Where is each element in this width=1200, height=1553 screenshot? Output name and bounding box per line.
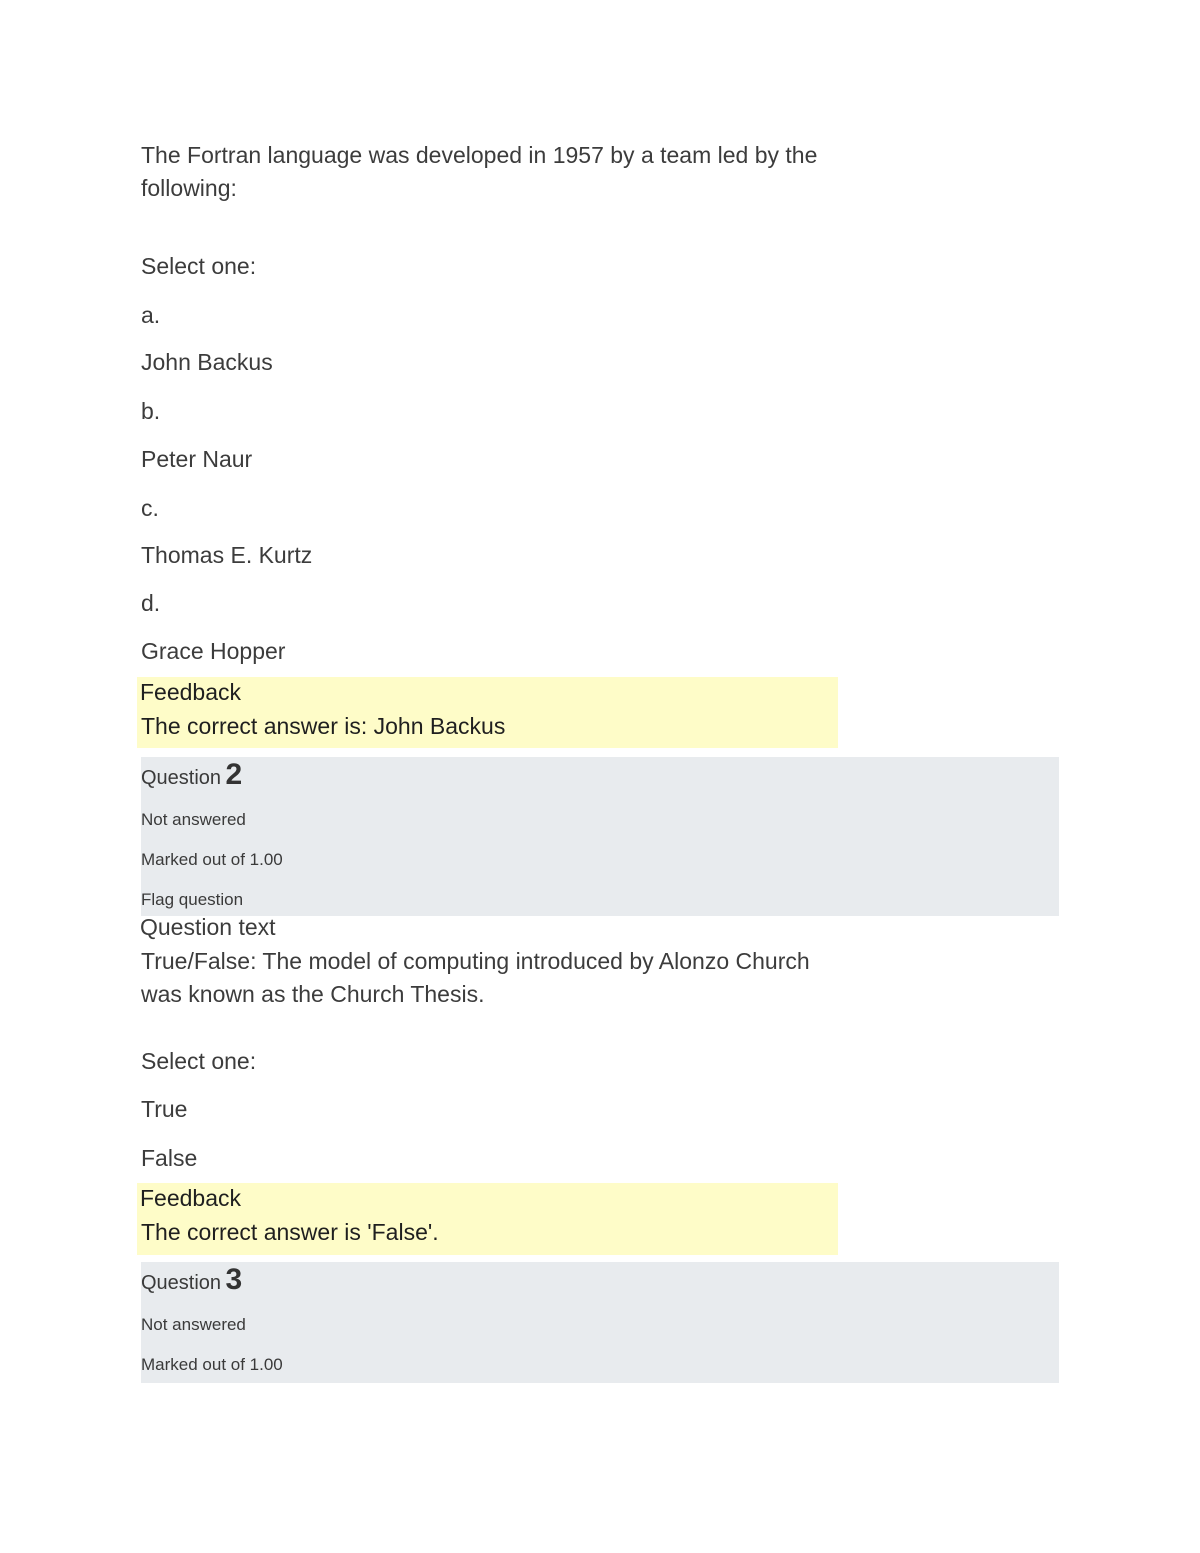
question-2-text: True/False: The model of computing introduced by Alonzo Church was known as the Church Thesis. [141,948,810,1007]
question-2-heading [141,758,242,792]
question-label: Question [141,1272,222,1294]
flag-question-link[interactable]: Flag question [141,890,244,909]
option-false[interactable]: False [141,1145,198,1171]
option-d-text[interactable]: Grace Hopper [141,638,286,664]
question-2-status: Not answered [141,810,246,829]
question-1-text: The Fortran language was developed in 1957 by a team led by the following: [141,142,818,201]
question-number: 2 [225,758,243,791]
question-text-label: Question text [140,914,276,940]
question-3-marks: Marked out of 1.00 [141,1355,283,1374]
select-one-label: Select one: [141,253,257,279]
feedback-title-q1: Feedback [140,679,242,705]
option-a-text[interactable]: John Backus [141,349,273,375]
question-number: 3 [225,1263,243,1296]
option-d-letter: d. [141,590,161,616]
question-2-marks: Marked out of 1.00 [141,850,283,869]
question-2-info-box [141,757,1059,916]
select-one-label-q2: Select one: [141,1048,257,1074]
option-b-text[interactable]: Peter Naur [141,446,253,472]
question-3-heading [141,1263,242,1297]
option-true[interactable]: True [141,1096,188,1122]
feedback-answer-q1: The correct answer is: John Backus [141,713,506,739]
feedback-answer-q2: The correct answer is 'False'. [141,1219,439,1245]
question-label: Question [141,767,222,789]
question-3-status: Not answered [141,1315,246,1334]
option-b-letter: b. [141,398,161,424]
option-c-text[interactable]: Thomas E. Kurtz [141,542,313,568]
feedback-title-q2: Feedback [140,1185,242,1211]
option-a-letter: a. [141,302,161,328]
option-c-letter: c. [141,495,159,521]
